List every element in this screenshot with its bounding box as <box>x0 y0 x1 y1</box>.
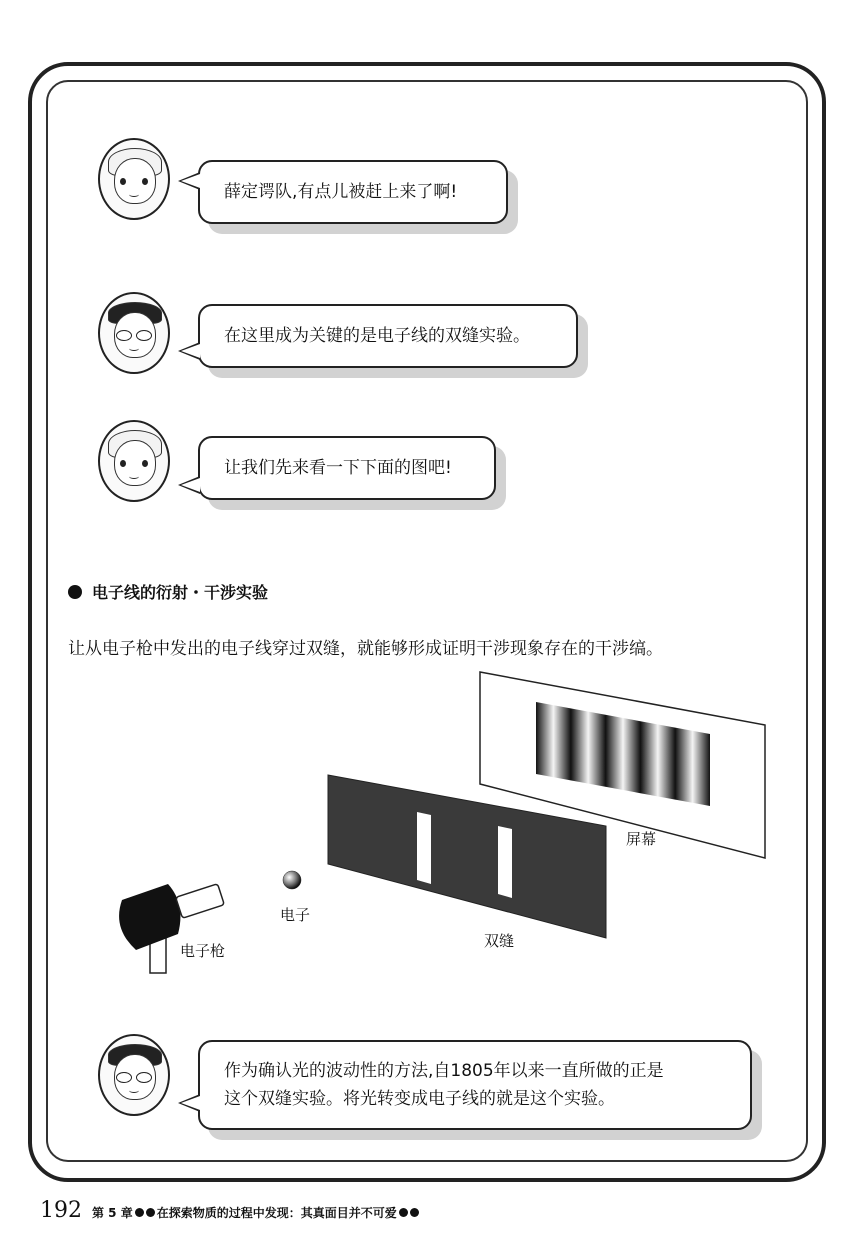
speech-bubble-4 <box>198 1040 752 1130</box>
dot-icon <box>146 1208 155 1217</box>
electron-label: 电子 <box>280 906 311 924</box>
dialogue-text: 在这里成为关键的是电子线的双缝实验。 <box>224 326 530 346</box>
page-number: 192 <box>40 1198 82 1223</box>
dot-icon <box>399 1208 408 1217</box>
chapter-heading <box>92 1204 419 1221</box>
intro-text: 让从电子枪中发出的电子线穿过双缝，就能够形成证明干涉现象存在的干涉缟。 <box>68 639 663 659</box>
dot-icon <box>135 1208 144 1217</box>
page-footer <box>40 1198 419 1223</box>
bubble-tail <box>178 1094 200 1112</box>
slit-1 <box>417 812 431 884</box>
electron-sphere <box>283 871 301 889</box>
section-title-text: 电子线的衍射・干涉实验 <box>92 583 269 602</box>
dialogue-text: 薛定谔队,有点儿被赶上来了啊! <box>224 182 458 202</box>
dialogue-line-1: 作为确认光的波动性的方法,自1805年以来一直所做的正是 <box>224 1061 664 1081</box>
dialogue-text: 让我们先来看一下下面的图吧! <box>224 458 452 478</box>
professor-avatar <box>98 1034 170 1116</box>
dot-icon <box>410 1208 419 1217</box>
dialogue-line-2: 这个双缝实验。将光转变成电子线的就是这个实验。 <box>224 1089 615 1109</box>
chapter-title: 在探索物质的过程中发现：其真面目并不可爱 <box>156 1206 397 1220</box>
chapter-label: 第 5 章 <box>92 1206 133 1220</box>
double-slit-label: 双缝 <box>484 932 515 950</box>
slit-2 <box>498 826 512 898</box>
screen-label: 屏幕 <box>626 830 657 848</box>
electron-gun-label: 电子枪 <box>180 942 226 960</box>
